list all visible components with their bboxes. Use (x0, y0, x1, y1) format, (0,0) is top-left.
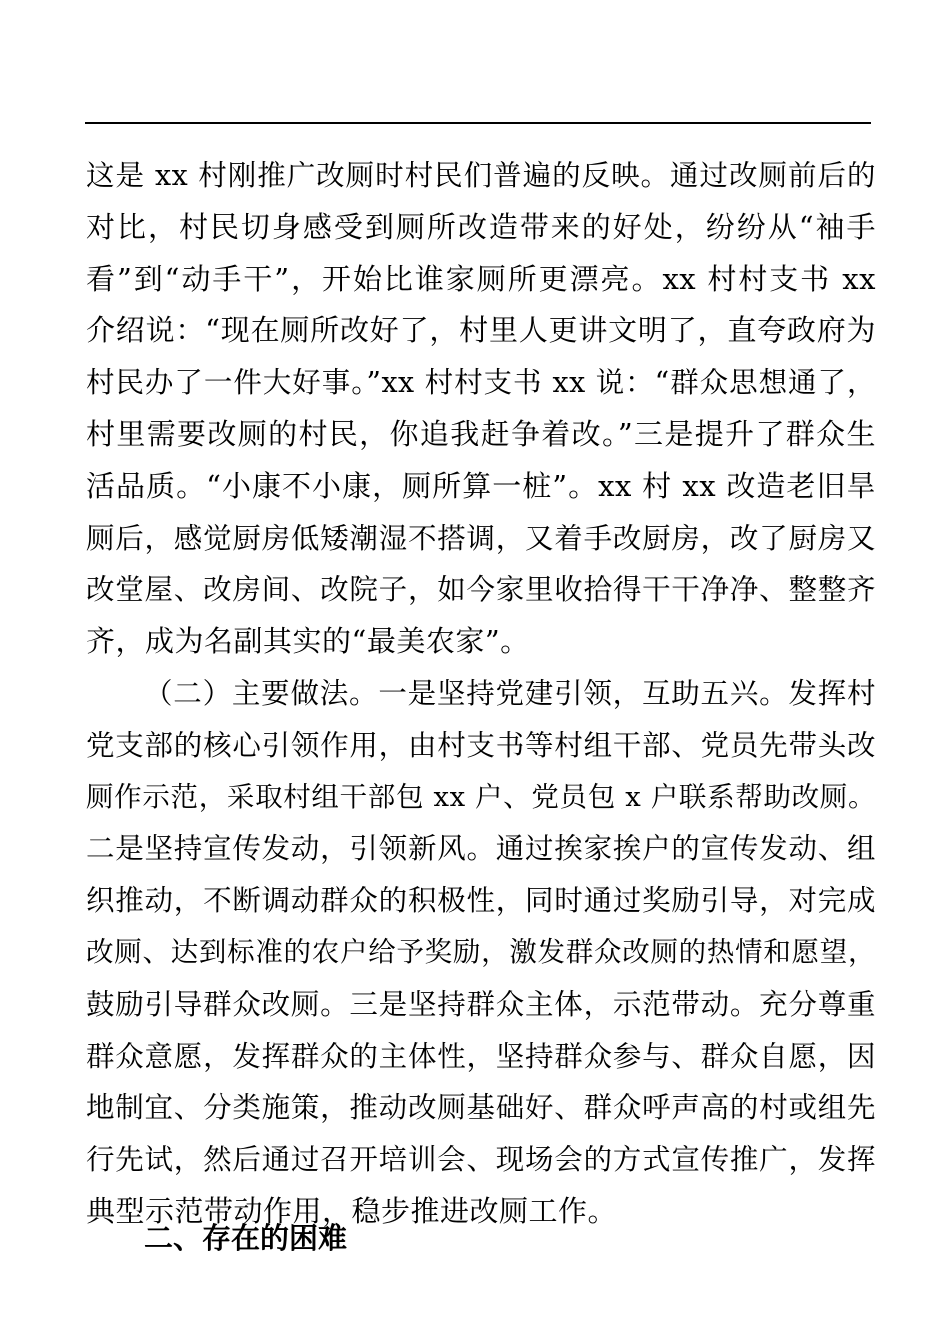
paragraph-1-line: 村民办了一件大好事。”xx 村村支书 xx 说：“群众思想通了， (86, 366, 876, 400)
paragraph-1-line: 这是 xx 村刚推广改厕时村民们普遍的反映。通过改厕前后的 (86, 159, 876, 192)
header-rule (85, 122, 871, 124)
paragraph-2-line: 织推动，不断调动群众的积极性，同时通过奖励引导，对完成 (86, 884, 876, 918)
paragraph-2-line: 地制宜、分类施策，推动改厕基础好、群众呼声高的村或组先 (86, 1091, 876, 1125)
paragraph-2-line: （二）主要做法。一是坚持党建引领，互助五兴。发挥村 (144, 676, 876, 710)
section-heading: 二、存在的困难 (144, 1221, 348, 1255)
paragraph-1-line: 对比，村民切身感受到厕所改造带来的好处，纷纷从“袖手 (86, 209, 876, 244)
paragraph-1-line: 厕后，感觉厨房低矮潮湿不搭调，又着手改厨房，改了厨房又 (86, 521, 876, 555)
paragraph-1-line: 介绍说：“现在厕所改好了，村里人更讲文明了，直夸政府为 (86, 313, 876, 348)
paragraph-2-line: 党支部的核心引领作用，由村支书等村组干部、党员先带头改 (86, 728, 876, 762)
paragraph-2-line: 二是坚持宣传发动，引领新风。通过挨家挨户的宣传发动、组 (86, 832, 876, 866)
paragraph-1-line: 看”到“动手干”，开始比谁家厕所更漂亮。xx 村村支书 xx (86, 261, 876, 296)
body-text (86, 150, 876, 1238)
paragraph-1-line: 齐，成为名副其实的“最美农家”。 (86, 624, 530, 659)
paragraph-1-line: 村里需要改厕的村民，你追我赶争着改。”三是提升了群众生 (86, 416, 876, 451)
paragraph-2-line: 群众意愿，发挥群众的主体性，坚持群众参与、群众自愿，因 (86, 1039, 876, 1073)
paragraph-1-line: 改堂屋、改房间、改院子，如今家里收拾得干干净净、整整齐 (86, 573, 876, 607)
paragraph-1-line: 活品质。“小康不小康，厕所算一桩”。xx 村 xx 改造老旧旱 (86, 468, 876, 503)
paragraph-2-line: 行先试，然后通过召开培训会、现场会的方式宣传推广，发挥 (86, 1143, 876, 1177)
paragraph-2-line: 改厕、达到标准的农户给予奖励，激发群众改厕的热情和愿望， (86, 935, 876, 968)
paragraph-2-line: 厕作示范，采取村组干部包 xx 户、党员包 x 户联系帮助改厕。 (86, 780, 876, 813)
paragraph-2-line: 典型示范带动作用，稳步推进改厕工作。 (86, 1193, 618, 1228)
paragraph-2-line: 鼓励引导群众改厕。三是坚持群众主体，示范带动。充分尊重 (86, 987, 876, 1021)
